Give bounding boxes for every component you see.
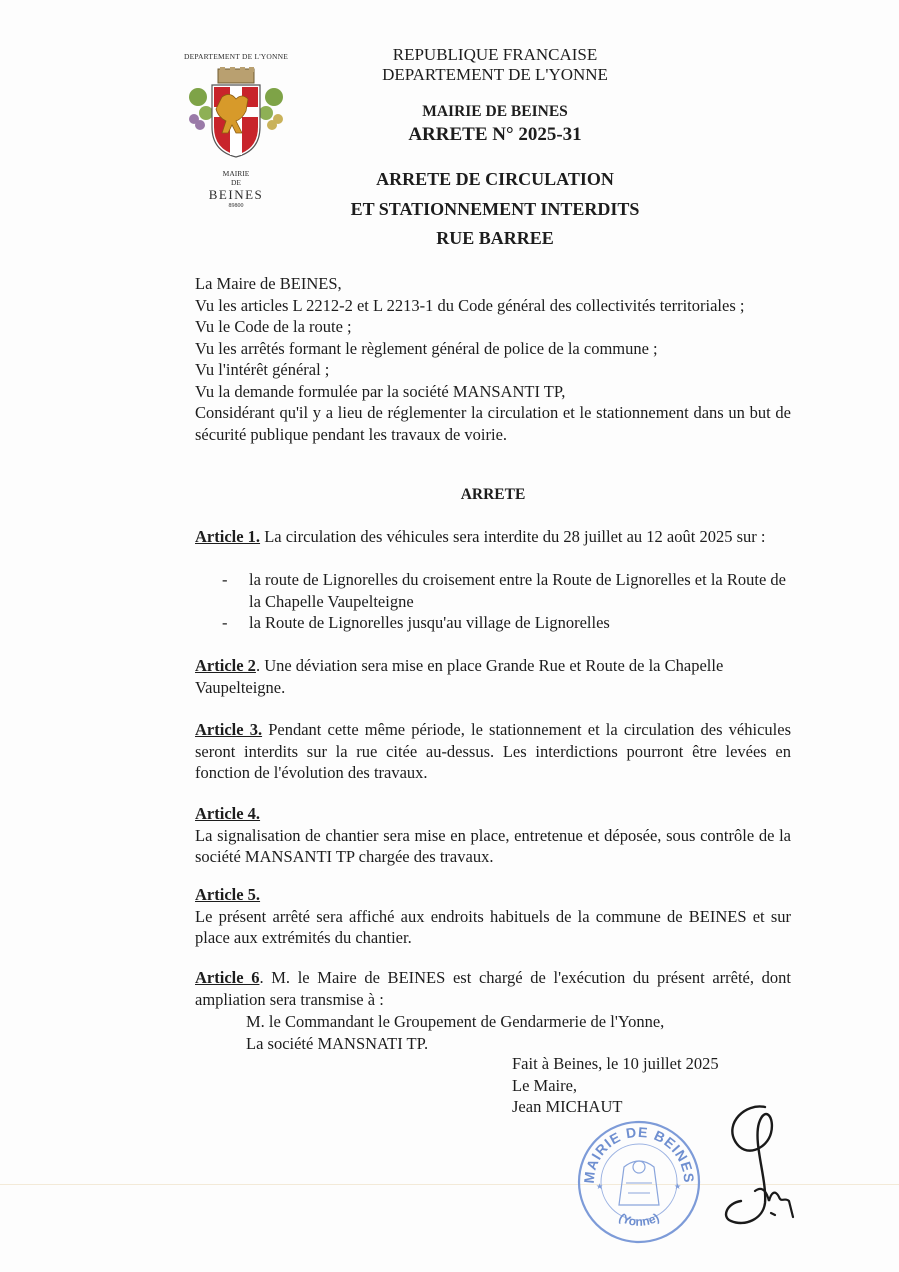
title-line-3: RUE BARREE [436, 228, 554, 248]
article-3 [195, 719, 791, 784]
preamble-line: Considérant qu'il y a lieu de réglementer la circulation et le stationnement dans un but de sécurité publique pendant les travaux de voirie. [195, 403, 791, 444]
preamble-line: La Maire de BEINES, [195, 274, 342, 293]
article-2 [195, 655, 791, 698]
header-republique: REPUBLIQUE FRANCAISE [392, 45, 598, 64]
handwritten-signature-icon [705, 1093, 815, 1233]
logo-mairie-text: MAIRIE [222, 169, 250, 178]
recipient-line: La société MANSNATI TP. [246, 1033, 429, 1053]
place-date: Fait à Beines, le 10 juillet 2025 [512, 1054, 719, 1073]
svg-text:★: ★ [674, 1182, 682, 1191]
title-line-2: ET STATIONNEMENT INTERDITS [350, 199, 640, 219]
header-departement: DEPARTEMENT DE L'YONNE [382, 65, 608, 84]
article-1-text: La circulation des véhicules sera interdite du 28 juillet au 12 août 2025 sur : [260, 527, 766, 546]
article-3-text: Pendant cette même période, le stationnement et la circulation des véhicules seront interdits sur la rue citée au-dessus. Les interdictions pourront être levées en fonction de l'évolution des travaux. [195, 720, 791, 782]
list-item-text: la Route de Lignorelles jusqu'au village de Lignorelles [249, 613, 610, 632]
preamble-line: Vu les articles L 2212-2 et L 2213-1 du Code général des collectivités territoriales ; [195, 295, 745, 315]
article-1-list [222, 569, 792, 634]
article-5-label: Article 5. [195, 885, 261, 904]
preamble-line: Vu le Code de la route ; [195, 317, 352, 336]
signatory-role: Le Maire, [512, 1075, 578, 1095]
article-6-text: . M. le Maire de BEINES est chargé de l'exécution du présent arrêté, dont ampliation sera transmise à : [195, 968, 791, 1009]
list-item-text: la route de Lignorelles du croisement entre la Route de Lignorelles et la Route de la Chapelle Vaupelteigne [249, 570, 786, 611]
stamp-bottom-text: (Yonne) [616, 1210, 662, 1229]
svg-text:MAIRIE DE BEINES [581, 1124, 698, 1184]
article-6-label: Article 6 [195, 968, 260, 987]
article-4-text: La signalisation de chantier sera mise en place, entretenue et déposée, sous contrôle de la société MANSANTI TP chargée des travaux. [195, 825, 791, 866]
preamble-line: Vu les arrêtés formant le règlement général de police de la commune ; [195, 338, 658, 358]
title-line-1: ARRETE DE CIRCULATION [376, 169, 614, 189]
article-3-label: Article 3. [195, 720, 263, 739]
svg-text:(Yonne) [617, 1210, 662, 1228]
preamble [195, 273, 791, 445]
logo-postcode-text: 89800 [228, 203, 244, 209]
list-item: - la route de Lignorelles du croisement entre la Route de Lignorelles et la Route de la Chapelle Vaupelteigne [222, 569, 792, 612]
municipal-logo [180, 50, 292, 210]
article-1 [195, 526, 791, 548]
list-item: - la Route de Lignorelles jusqu'au village de Lignorelles [222, 613, 610, 632]
article-4-label: Article 4. [195, 804, 261, 823]
signatory-name: Jean MICHAUT [512, 1097, 623, 1116]
logo-department-text: DEPARTEMENT DE L'YONNE [183, 52, 289, 61]
article-6-recipients [246, 1011, 791, 1054]
coat-of-arms-icon [180, 67, 292, 159]
article-1-label: Article 1. [195, 527, 261, 546]
article-2-text: . Une déviation sera mise en place Grande Rue et Route de la Chapelle Vaupelteigne. [195, 656, 724, 697]
logo-town-text: BEINES [208, 187, 264, 202]
article-6 [195, 967, 791, 1010]
article-5-text: Le présent arrêté sera affiché aux endroits habituels de la commune de BEINES et sur place aux extrémités du chantier. [195, 906, 791, 947]
logo-de-text: DE [231, 178, 241, 187]
header-arrete-number: ARRETE N° 2025-31 [408, 124, 582, 145]
svg-text:★: ★ [596, 1182, 604, 1191]
official-stamp-icon [574, 1117, 704, 1247]
stamp-top-text: MAIRIE DE BEINES [580, 1123, 698, 1185]
arrete-heading: ARRETE [460, 486, 526, 503]
header-mairie: MAIRIE DE BEINES [422, 103, 568, 120]
article-2-label: Article 2 [195, 656, 256, 675]
recipient-line: M. le Commandant le Groupement de Gendarmerie de l'Yonne, [246, 1012, 665, 1031]
article-4 [195, 803, 791, 868]
preamble-line: Vu l'intérêt général ; [195, 360, 330, 379]
preamble-line: Vu la demande formulée par la société MANSANTI TP, [195, 381, 566, 401]
article-5 [195, 884, 791, 949]
